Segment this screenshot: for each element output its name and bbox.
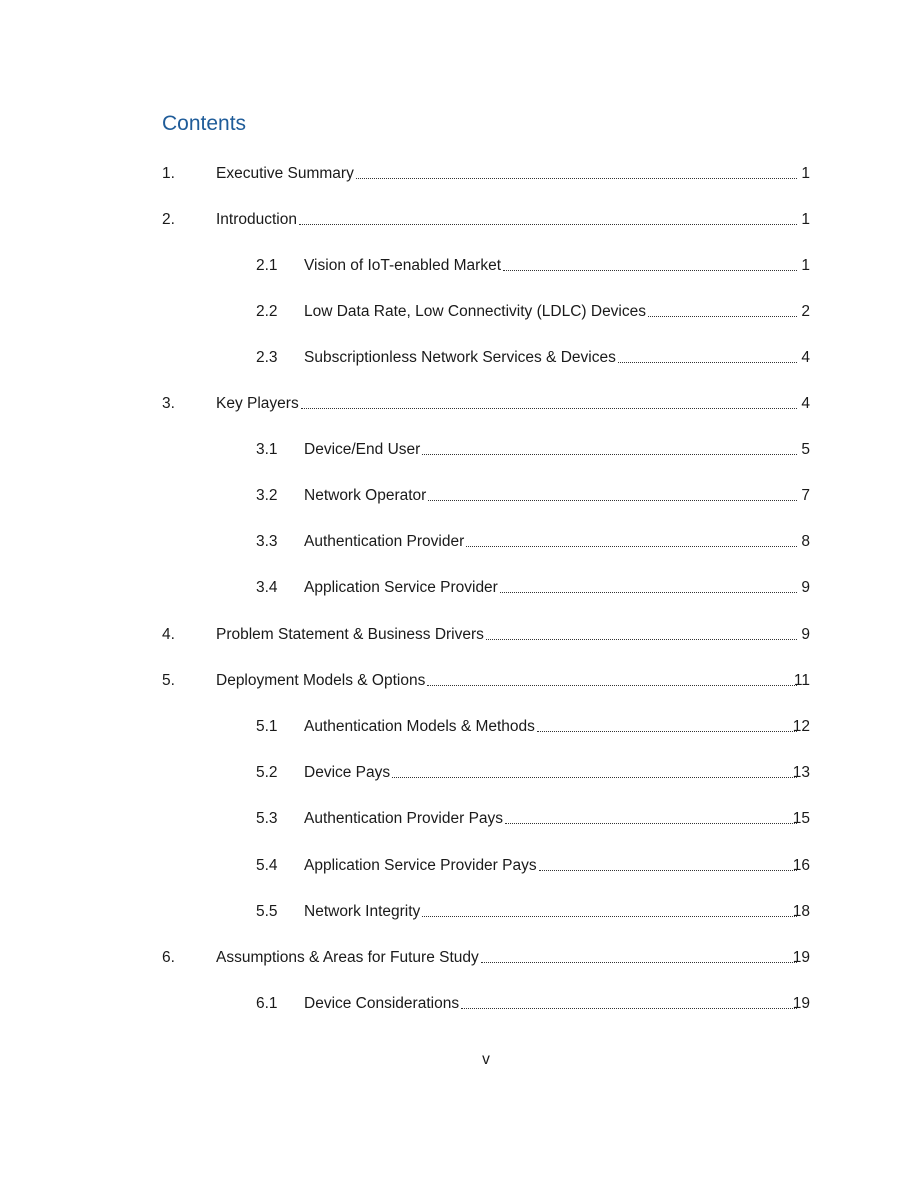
toc-entry-2[interactable] xyxy=(0,210,918,230)
toc-entry-page: 2 xyxy=(801,303,810,320)
toc-entry-number: 5.1 xyxy=(256,718,278,735)
toc-entry-page: 7 xyxy=(801,487,810,504)
toc-entry-label: Network Integrity xyxy=(304,903,421,920)
toc-entry-text xyxy=(304,717,798,737)
toc-entry-number: 5. xyxy=(162,672,175,689)
toc-entry-1[interactable] xyxy=(0,164,918,184)
dot-leader xyxy=(422,904,797,917)
toc-entry-2-1[interactable] xyxy=(0,256,918,276)
dot-leader xyxy=(503,258,797,271)
toc-entry-number: 3.1 xyxy=(256,441,278,458)
toc-entry-3-4[interactable] xyxy=(0,578,918,598)
toc-entry-label: Device/End User xyxy=(304,441,421,458)
dot-leader xyxy=(392,765,797,778)
toc-entry-page: 1 xyxy=(801,165,810,182)
toc-entry-number: 2.1 xyxy=(256,257,278,274)
toc-entry-page: 5 xyxy=(801,441,810,458)
toc-entry-3-1[interactable] xyxy=(0,440,918,460)
toc-entry-number: 2.3 xyxy=(256,349,278,366)
toc-entry-4[interactable] xyxy=(0,625,918,645)
toc-entry-text xyxy=(216,164,798,184)
toc-entry-number: 5.5 xyxy=(256,903,278,920)
toc-entry-label: Network Operator xyxy=(304,487,427,504)
toc-entry-2-3[interactable] xyxy=(0,348,918,368)
toc-entry-3[interactable] xyxy=(0,394,918,414)
toc-entry-text xyxy=(304,256,798,276)
toc-entry-text xyxy=(304,578,798,598)
toc-entry-6-1[interactable] xyxy=(0,994,918,1014)
toc-entry-text xyxy=(216,210,798,230)
dot-leader xyxy=(422,442,797,455)
toc-entry-number: 3. xyxy=(162,395,175,412)
dot-leader xyxy=(500,580,797,593)
toc-entry-label: Device Considerations xyxy=(304,995,460,1012)
toc-entry-page: 11 xyxy=(793,672,810,689)
toc-entry-text xyxy=(304,302,798,322)
toc-entry-text xyxy=(216,671,798,691)
dot-leader xyxy=(428,488,797,501)
dot-leader xyxy=(301,396,797,409)
toc-entry-number: 1. xyxy=(162,165,175,182)
toc-entry-text xyxy=(304,440,798,460)
toc-entry-label: Problem Statement & Business Drivers xyxy=(216,626,484,643)
toc-entry-page: 18 xyxy=(792,903,810,920)
toc-entry-page: 12 xyxy=(792,718,810,735)
toc-entry-label: Authentication Provider Pays xyxy=(304,810,504,827)
dot-leader xyxy=(461,996,797,1009)
toc-entry-5-2[interactable] xyxy=(0,763,918,783)
toc-entry-3-2[interactable] xyxy=(0,486,918,506)
toc-entry-text xyxy=(216,625,798,645)
toc-entry-label: Introduction xyxy=(216,211,297,228)
toc-entry-label: Low Data Rate, Low Connectivity (LDLC) Devices xyxy=(304,303,646,320)
toc-entry-label: Deployment Models & Options xyxy=(216,672,426,689)
dot-leader xyxy=(539,858,797,871)
toc-entry-page: 4 xyxy=(801,395,810,412)
toc-entry-label: Key Players xyxy=(216,395,299,412)
toc-entry-label: Application Service Provider Pays xyxy=(304,857,537,874)
toc-entry-5[interactable] xyxy=(0,671,918,691)
toc-entry-number: 3.4 xyxy=(256,579,278,596)
toc-entry-text xyxy=(304,902,798,922)
toc-entry-page: 1 xyxy=(801,211,810,228)
toc-entry-page: 9 xyxy=(801,626,810,643)
toc-entry-number: 6.1 xyxy=(256,995,278,1012)
toc-entry-text xyxy=(304,994,798,1014)
toc-entry-page: 19 xyxy=(792,995,810,1012)
toc-entry-2-2[interactable] xyxy=(0,302,918,322)
toc-entry-5-4[interactable] xyxy=(0,856,918,876)
toc-entry-number: 5.4 xyxy=(256,857,278,874)
toc-entry-text xyxy=(216,394,798,414)
toc-entry-5-1[interactable] xyxy=(0,717,918,737)
toc-entry-6[interactable] xyxy=(0,948,918,968)
dot-leader xyxy=(481,950,797,963)
toc-entry-page: 19 xyxy=(792,949,810,966)
toc-entry-label: Authentication Models & Methods xyxy=(304,718,535,735)
toc-entry-text xyxy=(304,348,798,368)
toc-entry-number: 4. xyxy=(162,626,175,643)
toc-title: Contents xyxy=(162,112,247,135)
toc-entry-text xyxy=(216,948,798,968)
toc-entry-number: 3.3 xyxy=(256,533,278,550)
toc-entry-text xyxy=(304,763,798,783)
toc-entry-label: Executive Summary xyxy=(216,165,354,182)
toc-entry-page: 15 xyxy=(792,810,810,827)
dot-leader xyxy=(356,166,797,179)
toc-entry-label: Device Pays xyxy=(304,764,391,781)
toc-entry-number: 5.3 xyxy=(256,810,278,827)
toc-entry-5-5[interactable] xyxy=(0,902,918,922)
toc-entry-page: 16 xyxy=(792,857,810,874)
toc-entry-label: Authentication Provider xyxy=(304,533,465,550)
dot-leader xyxy=(618,350,797,363)
toc-entry-number: 3.2 xyxy=(256,487,278,504)
toc-entry-5-3[interactable] xyxy=(0,809,918,829)
toc-entry-page: 4 xyxy=(801,349,810,366)
toc-entry-3-3[interactable] xyxy=(0,532,918,552)
toc-entry-text xyxy=(304,809,798,829)
toc-entry-text xyxy=(304,856,798,876)
dot-leader xyxy=(299,212,797,225)
toc-entry-text xyxy=(304,532,798,552)
dot-leader xyxy=(648,304,797,317)
toc-entry-text xyxy=(304,486,798,506)
toc-entry-number: 2. xyxy=(162,211,175,228)
toc-entry-label: Subscriptionless Network Services & Devices xyxy=(304,349,616,366)
page-number: v xyxy=(482,1051,490,1068)
dot-leader xyxy=(486,627,797,640)
toc-entry-page: 8 xyxy=(801,533,810,550)
dot-leader xyxy=(427,673,797,686)
dot-leader xyxy=(537,719,797,732)
toc-entry-page: 13 xyxy=(792,764,810,781)
toc-entry-number: 5.2 xyxy=(256,764,278,781)
toc-entry-label: Application Service Provider xyxy=(304,579,498,596)
toc-entry-number: 2.2 xyxy=(256,303,278,320)
toc-entry-label: Vision of IoT-enabled Market xyxy=(304,257,502,274)
toc-entry-label: Assumptions & Areas for Future Study xyxy=(216,949,479,966)
toc-entry-number: 6. xyxy=(162,949,175,966)
dot-leader xyxy=(466,534,797,547)
toc-entry-page: 9 xyxy=(801,579,810,596)
toc-entry-page: 1 xyxy=(801,257,810,274)
dot-leader xyxy=(505,811,797,824)
